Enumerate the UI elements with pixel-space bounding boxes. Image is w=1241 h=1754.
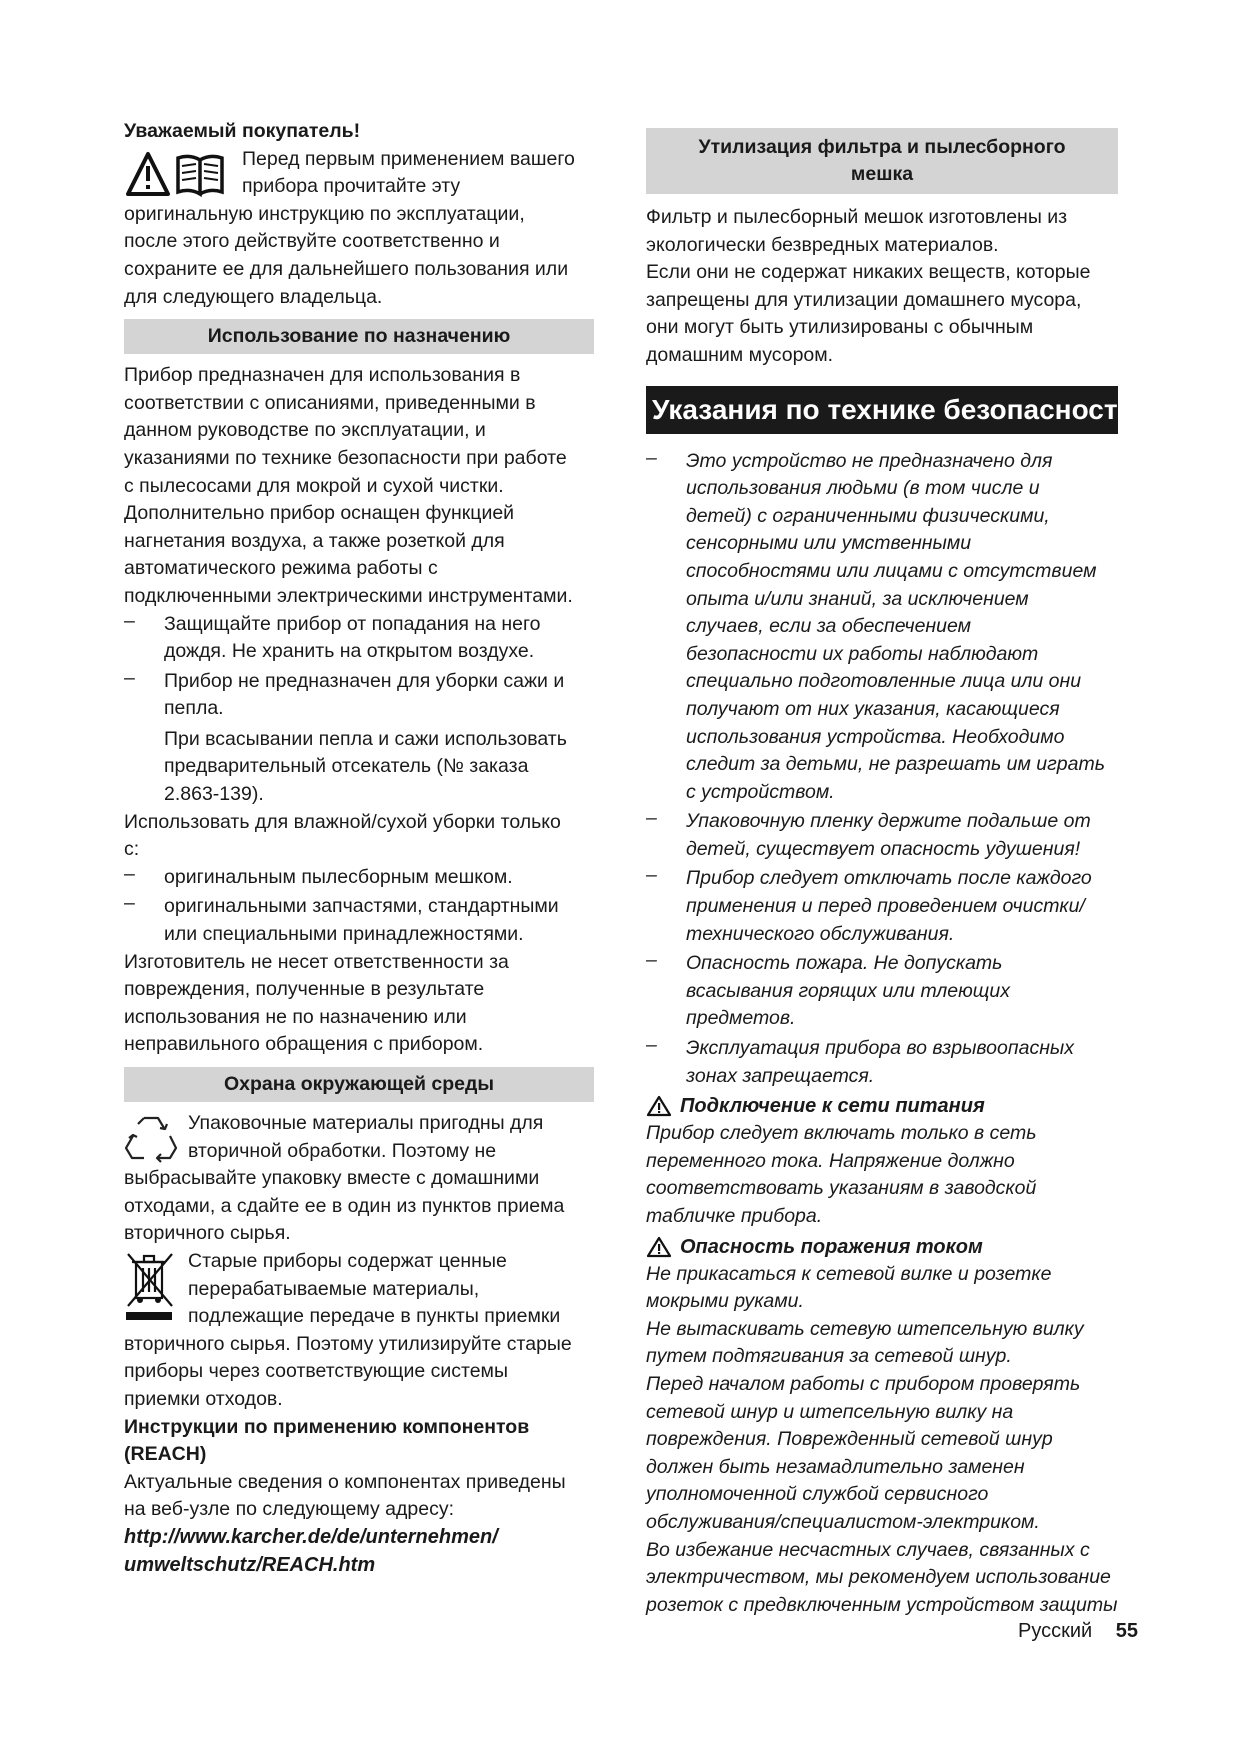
power-text: Прибор следует включать только в сеть переменного тока. Напряжение должно соответствовать указаниям в заводской табличке прибора. [646, 1122, 1037, 1227]
env-text: выбрасывайте упаковку вместе с домашними отходами, а сдайте ее в один из пунктов приема вторичного сырья. [124, 1167, 565, 1245]
list-item: – Эксплуатация прибора во взрывоопасных зонах запрещается. [646, 1034, 1075, 1087]
list-item: – оригинальным пылесборным мешком. [124, 862, 513, 888]
env-line-1: Упаковочные материалы пригодны для [188, 1112, 544, 1134]
filter-heading: Утилизация фильтра и пылесборного мешка [646, 128, 1118, 194]
left-column [124, 118, 594, 1579]
usage-heading: Использование по назначению [124, 319, 594, 354]
list-item: – Опасность пожара. Не допускать всасывания горящих или тлеющих предметов. [646, 949, 1010, 1030]
list-item: – Защищайте прибор от попадания на него дождя. Не хранить на открытом воздухе. [124, 609, 541, 663]
shock-heading: Опасность поражения током [646, 1233, 1118, 1261]
warning-read-manual-icon [126, 150, 238, 200]
old-line-2: перерабатываемые материалы, [188, 1277, 480, 1300]
reach-heading: Инструкции по применению компонентов (REACH) [124, 1415, 530, 1466]
right-column [646, 118, 1135, 1619]
liability-paragraph: Изготовитель не несет ответственности за повреждения, полученные в результате использования не по назначению или неправильного обращения с прибором. [124, 950, 509, 1056]
old-devices-block [124, 1248, 594, 1331]
list-item: – Упаковочную пленку держите подальше от детей, существует опасность удушения! [646, 807, 1091, 860]
env-line-2: вторичной обработки. Поэтому не [188, 1139, 497, 1162]
packaging-block [124, 1110, 594, 1165]
crossed-bin-icon [124, 1250, 176, 1324]
safety-heading: Указания по технике безопасности [646, 386, 1118, 434]
old-line-3: подлежащие передаче в пункты приемки [188, 1305, 561, 1328]
intro-line-1: Перед первым применением вашего [242, 147, 575, 170]
list-item: – Это устройство не предназначено для использования людьми (в том числе и детей) с ограниченными физическими, сенсорными или умственными способностями или лицами с отсутствием опыта и/или знаний, за исключением случаев, если за обеспечением безопасности их работы наблюдают специально подготовленные лица или они получают от них указания, касающиеся использования устройства. Необходимо следит за детьми, не разрешать им играть с устройством. [646, 446, 1105, 803]
list-item: – оригинальными запчастями, стандартными или специальными принадлежностями. [124, 892, 559, 946]
filter-paragraph: Фильтр и пылесборный мешок изготовлены из экологически безвредных материалов. Если они не содержат никаких веществ, которые запрещены для утилизации домашнего мусора, они могут быть утилизированы с обычным домашним мусором. [646, 206, 1091, 366]
greeting: Уважаемый покупатель! [124, 120, 361, 142]
reach-link[interactable]: http://www.karcher.de/de/unternehmen/ umweltschutz/REACH.htm [124, 1525, 498, 1576]
usage-paragraph: Прибор предназначен для использования в соответствии с описаниями, приведенными в данном руководстве по эксплуатации, и указаниями по технике безопасности при работе с пылесосами для мокрой и сухой чистки. Дополнительно прибор оснащен функцией нагнетания воздуха, а также розеткой для автоматического режима работы с подключенными электрическими инструментами. [124, 364, 573, 607]
warning-icon [646, 1236, 672, 1258]
page-footer [1018, 1620, 1138, 1643]
list-item: – Прибор следует отключать после каждого применения и перед проведением очистки/ технического обслуживания. [646, 864, 1092, 945]
list-item: – Прибор не предназначен для уборки сажи и пепла. [124, 666, 565, 720]
usage-note: При всасывании пепла и сажи использовать предварительный отсекатель (№ заказа 2.863-139). [164, 727, 567, 806]
page-number: 55 [1115, 1620, 1139, 1642]
intro-block [124, 146, 594, 201]
reach-text: Актуальные сведения о компонентах приведены на веб-узле по следующему адресу: [124, 1470, 566, 1521]
intro-text: оригинальную инструкцию по эксплуатации, после этого действуйте соответственно и сохраните ее для дальнейшего пользования или для следующего владельца. [124, 202, 569, 308]
old-text: вторичного сырья. Поэтому утилизируйте старые приборы через соответствующие системы приемки отходов. [124, 1332, 572, 1410]
power-heading: Подключение к сети питания [646, 1092, 1118, 1120]
recycling-icon [124, 1112, 178, 1164]
intro-line-2: прибора прочитайте эту [242, 175, 461, 198]
old-line-1: Старые приборы содержат ценные [188, 1249, 507, 1272]
usage-only: Использовать для влажной/сухой уборки только с: [124, 810, 561, 861]
footer-language: Русский [1018, 1620, 1093, 1642]
warning-icon [646, 1095, 672, 1117]
shock-text: Не прикасаться к сетевой вилке и розетке мокрыми руками. Не вытаскивать сетевую штепсельную вилку путем подтягивания за сетевой шнур. Перед началом работы с прибором проверять сетевой шнур и штепсельную вилку на повреждения. Поврежденный сетевой шнур должен быть незамадлительно заменен уполномоченной службой сервисного обслуживания/специалистом-электриком. Во избежание несчастных случаев, связанных с электричеством, мы рекомендуем использование розеток с предвключенным устройством защиты [646, 1262, 1118, 1616]
environment-heading: Охрана окружающей среды [124, 1067, 594, 1102]
